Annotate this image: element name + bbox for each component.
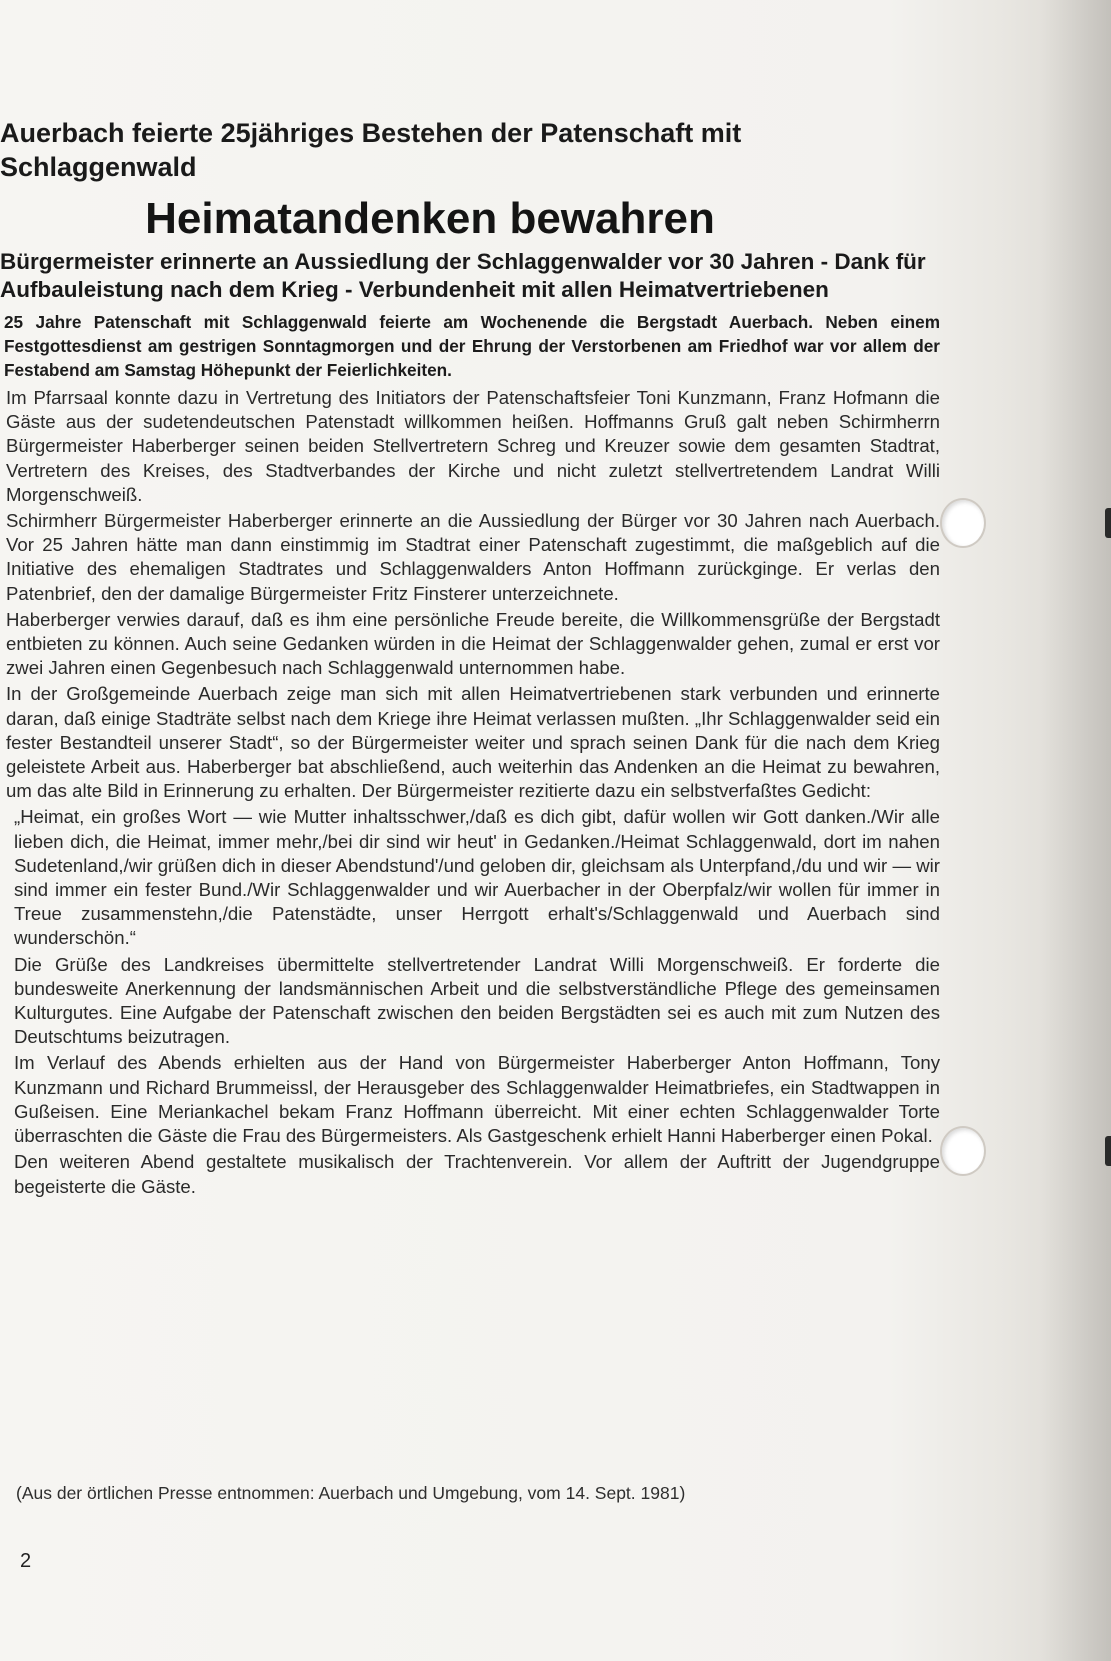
article-paragraph: Haberberger verwies darauf, daß es ihm eine persönliche Freude bereite, die Willkommensgrüße der Bergstadt entbieten zu können. Auch seine Gedanken würden in die Heimat der Schlaggenwalder gehen, zumal er erst vor zwei Jahren einen Gegenbesuch nach Schlaggenwald unternommen habe. — [6, 608, 940, 679]
punch-hole — [940, 498, 986, 548]
article-subhead: Bürgermeister erinnerte an Aussiedlung der Schlaggenwalder vor 30 Jahren - Dank für Aufbauleistung nach dem Krieg - Verbundenheit mit allen Heimatvertriebenen — [0, 249, 926, 302]
article-poem: „Heimat, ein großes Wort — wie Mutter inhaltsschwer,/daß es dich gibt, dafür wollen wir Gott danken./Wir alle lieben dich, die Heimat, immer mehr,/bei dir sind wir heut' in Gedanken./Heimat Schlaggenwald, dort im nahen Sudetenland,/wir grüßen dich in dieser Abendstund'/und geloben dir, gleichsam als Unterpfand,/du und wir — wir sind immer ein fester Bund./Wir Schlaggenwalder und wir Auerbacher in der Oberpfalz/wir wollen für immer in Treue zusammenstehn,/die Patenstädte, unser Herrgott erhalt's/Schlaggenwald und Auerbach sind wunderschön.“ — [14, 806, 940, 949]
article-paragraph: Den weiteren Abend gestaltete musikalisch der Trachtenverein. Vor allem der Auftritt der Jugendgruppe begeisterte die Gäste. — [14, 1151, 940, 1197]
binder-clip-mark — [1105, 508, 1111, 538]
page-number: 2 — [20, 1550, 32, 1572]
punch-hole — [940, 1126, 986, 1176]
article-lead: 25 Jahre Patenschaft mit Schlaggenwald feierte am Wochenende die Bergstadt Auerbach. Neben einem Festgottesdienst am gestrigen Sonntagmorgen und der Ehrung der Verstorbenen am Friedhof war vor allem der Festabend am Samstag Höhepunkt der Feierlichkeiten. — [4, 312, 940, 380]
article-paragraph: Im Verlauf des Abends erhielten aus der Hand von Bürgermeister Haberberger Anton Hoffmann, Tony Kunzmann und Richard Brummeissl, der Herausgeber des Schlaggenwalder Heimatbriefes, ein Stadtwappen in Gußeisen. Eine Meriankachel bekam Franz Hoffmann überreicht. Mit einer echten Schlaggenwalder Torte überraschten die Gäste die Frau des Bürgermeisters. Als Gastgeschenk erhielt Hanni Haberberger einen Pokal. — [14, 1052, 940, 1147]
article-paragraph: Die Grüße des Landkreises übermittelte stellvertretender Landrat Willi Morgenschweiß. Er forderte die bundesweite Anerkennung der landsmännischen Arbeit und die selbstverständliche Pflege des gemeinsamen Kulturgutes. Eine Aufgabe der Patenschaft zwischen den beiden Bergstädten sei es auch mit zum Nutzen des Deutschtums beizutragen. — [14, 953, 940, 1048]
article-kicker: Auerbach feierte 25jähriges Bestehen der Patenschaft mit Schlaggenwald — [0, 118, 742, 182]
article-paragraph: Schirmherr Bürgermeister Haberberger erinnerte an die Aussiedlung der Bürger vor 30 Jahren nach Auerbach. Vor 25 Jahren hätte man dann einstimmig im Stadtrat einer Patenschaft zugestimmt, die maßgeblich auf die Initiative des ehemaligen Stadtrates und Schlaggenwalders Anton Hoffmann zurückginge. Er verlas den Patenbrief, den der damalige Bürgermeister Fritz Finsterer unterzeichnete. — [6, 510, 940, 604]
spine-shadow — [1041, 0, 1111, 1661]
article — [0, 116, 940, 1201]
article-paragraph: In der Großgemeinde Auerbach zeige man sich mit allen Heimatvertriebenen stark verbunden und erinnerte daran, daß einige Stadträte selbst nach dem Kriege ihre Heimat verlassen mußten. „Ihr Schlaggenwalder seid ein fester Bestandteil unserer Stadt“, so der Bürgermeister weiter und sprach seinen Dank für die nach dem Krieg geleistete Arbeit aus. Haberberger bat abschließend, auch weiterhin das Andenken an die Heimat zu bewahren, um das alte Bild in Erinnerung zu erhalten. Der Bürgermeister rezitierte dazu ein selbstverfaßtes Gedicht: — [6, 683, 940, 802]
article-paragraph: Im Pfarrsaal konnte dazu in Vertretung des Initiators der Patenschaftsfeier Toni Kunzmann, Franz Hofmann die Gäste aus der sudetendeutschen Patenstadt willkommen heißen. Hoffmanns Gruß galt neben Schirmherrn Bürgermeister Haberberger seinen beiden Stellvertretern Schreg und Kreuzer sowie dem gesamten Stadtrat, Vertretern des Kreises, des Stadtverbandes der Kirche und nicht zuletzt stellvertretendem Landrat Willi Morgenschweiß. — [6, 387, 940, 505]
article-headline: Heimatandenken bewahren — [145, 194, 715, 243]
binder-clip-mark — [1105, 1136, 1111, 1166]
article-source: (Aus der örtlichen Presse entnommen: Auerbach und Umgebung, vom 14. Sept. 1981) — [16, 1483, 686, 1503]
